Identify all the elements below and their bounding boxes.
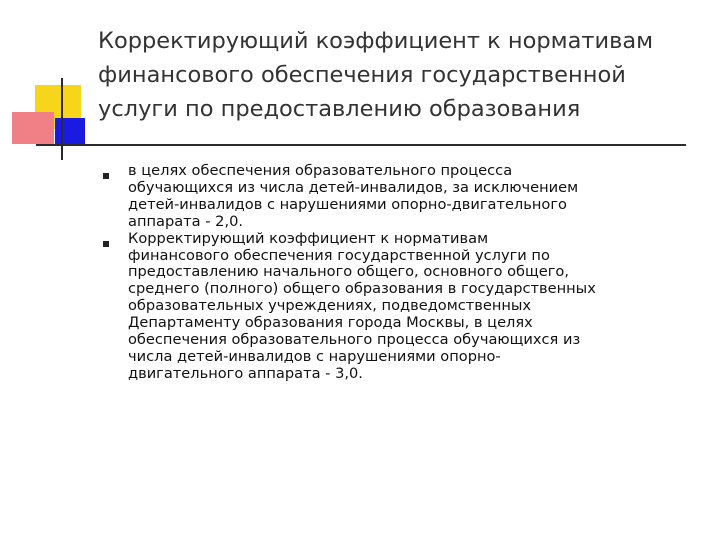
bullet-text: Корректирующий коэффициент к нормативам финансового обеспечения государственной услуги по предоставлению начального общего, основного общего, среднего (полного) общего образования в государственных образовательных учреждениях, подведомственных Департаменту образования города Москвы, в целях обеспечения образовательного процесса обучающихся из числа детей-инвалидов с нарушениями опорно- двигательного аппарата - 3,0. [128,229,596,382]
slide-title: Корректирующий коэффициент к нормативам финансового обеспечения государственной услуги по предоставлению образования [98,28,654,122]
square-bullet-icon [103,173,109,179]
bullet-item [0,231,708,383]
bullet-list [0,163,708,383]
bullet-text: в целях обеспечения образовательного процесса обучающихся из числа детей-инвалидов, за исключением детей-инвалидов с нарушениями опорно-двигательного аппарата - 2,0. [128,162,579,230]
square-bullet-icon [103,241,109,247]
bullet-item [0,163,708,231]
title-divider-line [36,144,686,146]
decor-blue-square [55,118,85,146]
decor-red-square [12,112,54,144]
decor-vertical-line [61,78,63,160]
